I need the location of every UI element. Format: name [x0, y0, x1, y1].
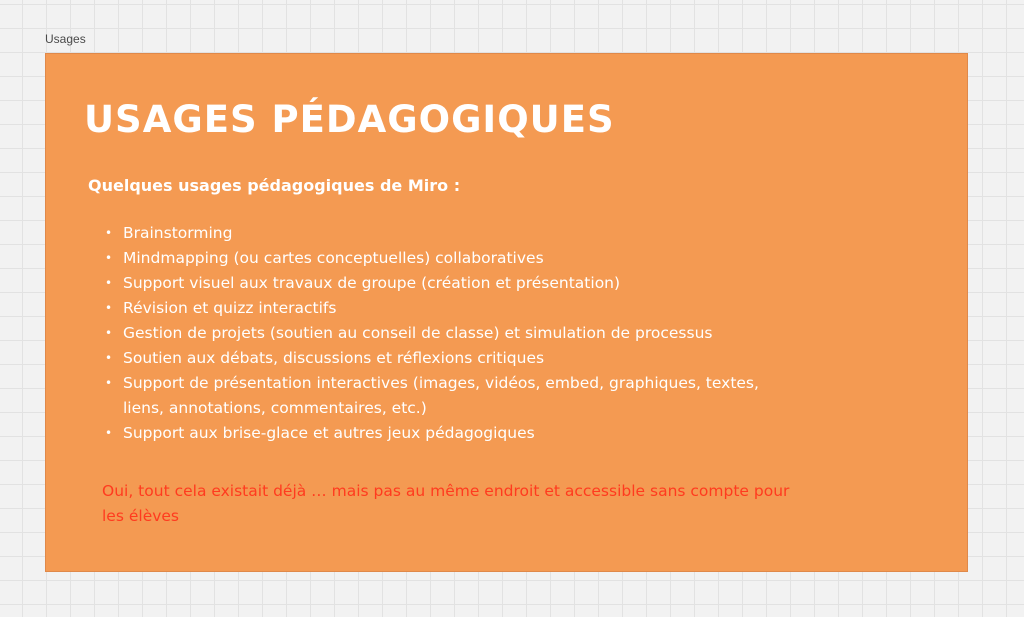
bullet-icon: •	[105, 301, 113, 315]
usages-frame[interactable]	[45, 53, 968, 572]
usage-item-text: Révision et quizz interactifs	[123, 299, 337, 317]
usage-item-text: Support visuel aux travaux de groupe (création et présentation)	[123, 274, 621, 292]
usage-item-text: Support aux brise-glace et autres jeux pédagogiques	[123, 424, 535, 442]
bullet-icon: •	[105, 376, 113, 390]
frame-subtitle: Quelques usages pédagogiques de Miro :	[88, 176, 461, 195]
bullet-icon: •	[105, 226, 113, 240]
usage-list	[102, 221, 762, 446]
usage-list-item	[102, 271, 762, 296]
usage-item-text: Gestion de projets (soutien au conseil de classe) et simulation de processus	[123, 324, 713, 342]
usage-item-text: Brainstorming	[123, 224, 233, 242]
bullet-icon: •	[105, 276, 113, 290]
usage-list-item	[102, 421, 762, 446]
frame-label[interactable]: Usages	[45, 32, 86, 46]
frame-title: USAGES PÉDAGOGIQUES	[84, 98, 615, 141]
usage-list-item	[102, 221, 762, 246]
bullet-icon: •	[105, 326, 113, 340]
usage-list-item	[102, 371, 762, 421]
bullet-icon: •	[105, 251, 113, 265]
bullet-icon: •	[105, 426, 113, 440]
footnote: Oui, tout cela existait déjà … mais pas au même endroit et accessible sans compte pour les élèves	[102, 482, 790, 525]
usage-list-item	[102, 346, 762, 371]
bullet-icon: •	[105, 351, 113, 365]
usage-list-item	[102, 321, 762, 346]
usage-list-item	[102, 296, 762, 321]
usage-list-item	[102, 246, 762, 271]
usage-item-text: Support de présentation interactives (images, vidéos, embed, graphiques, textes, liens, annotations, commentaires, etc.)	[123, 374, 759, 417]
usage-item-text: Mindmapping (ou cartes conceptuelles) collaboratives	[123, 249, 544, 267]
usage-item-text: Soutien aux débats, discussions et réflexions critiques	[123, 349, 545, 367]
